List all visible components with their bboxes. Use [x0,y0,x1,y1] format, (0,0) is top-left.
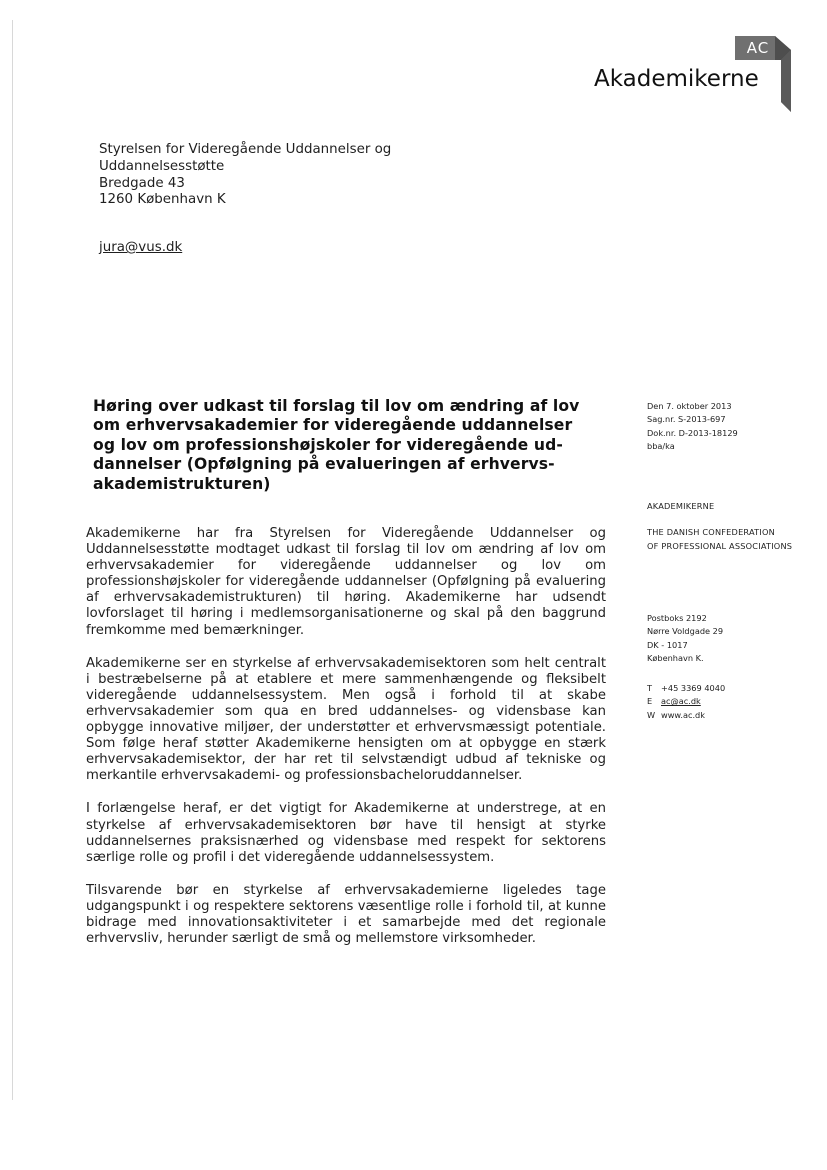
web-label: W [647,709,656,720]
address-line: Postboks 2192 [647,613,707,623]
web-value[interactable]: www.ac.dk [661,709,705,720]
body-paragraph: I forlængelse heraf, er det vigtigt for Akademikerne at understrege, at en styrkelse af erhvervsakademisektoren bør have til hensigt at styrke uddannelsernes praksisnærhed og vidensbase med respekt for sektorens særlige rolle og profil i det videregående uddannelsessystem. [86,801,606,865]
organisation-description: OF PROFESSIONAL ASSOCIATIONS [647,540,793,551]
address-line: Nørre Voldgade 29 [647,626,724,637]
contact-web-row [647,709,725,722]
recipient-address [99,142,391,209]
email-value[interactable]: ac@ac.dk [661,696,701,707]
body-paragraph: Akademikerne har fra Styrelsen for Videregående Uddannelser og Uddannelsesstøtte modtaget udkast til forslag til lov om ændring af lov om erhvervsakademier for videregående uddannelser og lov om professionshøjskoler for videregående uddannelser (Opfølgning på evaluering af erhvervsakademistrukturen) til høring. Akademikerne har udsendt lovforslaget til høring i medlemsorganisationerne og skal på den baggrund fremkomme med bemærkninger. [86,526,606,638]
meta-document-number: Dok.nr. D-2013-18129 [647,427,738,438]
subject-line: Høring over udkast til forslag til lov om ændring af lov [93,397,580,415]
subject-line: om erhvervsakademier for videregående uddannelser [93,416,573,435]
meta-date: Den 7. oktober 2013 [647,401,732,411]
email-label: E [647,696,653,707]
meta-initials: bba/ka [647,441,675,452]
subject-line: og lov om professionshøjskoler for videregående ud- [93,435,563,454]
contact-email-row [647,695,725,708]
address-line: DK - 1017 [647,639,688,650]
meta-case-number: Sag.nr. S-2013-697 [647,414,726,425]
recipient-line: Uddannelsesstøtte [99,158,225,174]
subject-line: dannelser (Opfølgning på evalueringen af erhvervs- [93,455,555,474]
letter-body [86,526,606,964]
body-paragraph: Tilsvarende bør en styrkelse af erhvervsakademierne ligeledes tage udgangspunkt i og respektere sektorens væsentlige rolle i forhold til, at kunne bidrage med innovationsaktiviteter i et samarbejde med det regionale erhvervsliv, herunder særligt de små og mellemstore virksomheder. [86,882,606,947]
akademikerne-logo [588,36,808,116]
recipient-email[interactable]: jura@vus.dk [99,240,183,255]
organisation-contact [647,682,725,722]
phone-label: T [647,683,653,693]
body-paragraph: Akademikerne ser en styrkelse af erhvervsakademisektoren som helt centralt i bestræbelserne på at etablere et mere sammenhængende og fleksibelt videregående uddannelsessystem. Men også i forhold til at skabe erhvervsakademier som qua en bred uddannelses- og vidensbase kan opbygge innovative miljøer, der understøtter et erhvervsmæssigt potentiale. Som følge heraf støtter Akademikerne hensigten om at opbygge en stærk erhvervsakademisektor, der har ret til selvstændigt udbud af tekniske og merkantile erhvervsakademi- og professionsbacheloruddannelser. [86,655,606,784]
phone-value[interactable]: +45 3369 4040 [661,683,726,693]
subject-line: akademistrukturen) [93,474,271,493]
letter-meta [647,400,738,454]
logo-name: Akademikerne [594,66,759,92]
organisation-description: THE DANISH CONFEDERATION [647,527,775,538]
page-edge [12,20,13,1100]
address-line: København K. [647,653,704,664]
recipient-line: Bredgade 43 [99,175,185,191]
recipient-line: Styrelsen for Videregående Uddannelser og [99,142,392,157]
recipient-line: 1260 København K [99,192,226,208]
logo-badge: AC [746,39,770,57]
organisation-name: AKADEMIKERNE [647,501,715,511]
organisation-block [647,500,792,553]
organisation-address [647,612,723,666]
contact-phone-row [647,682,725,695]
letter-subject [93,397,615,494]
